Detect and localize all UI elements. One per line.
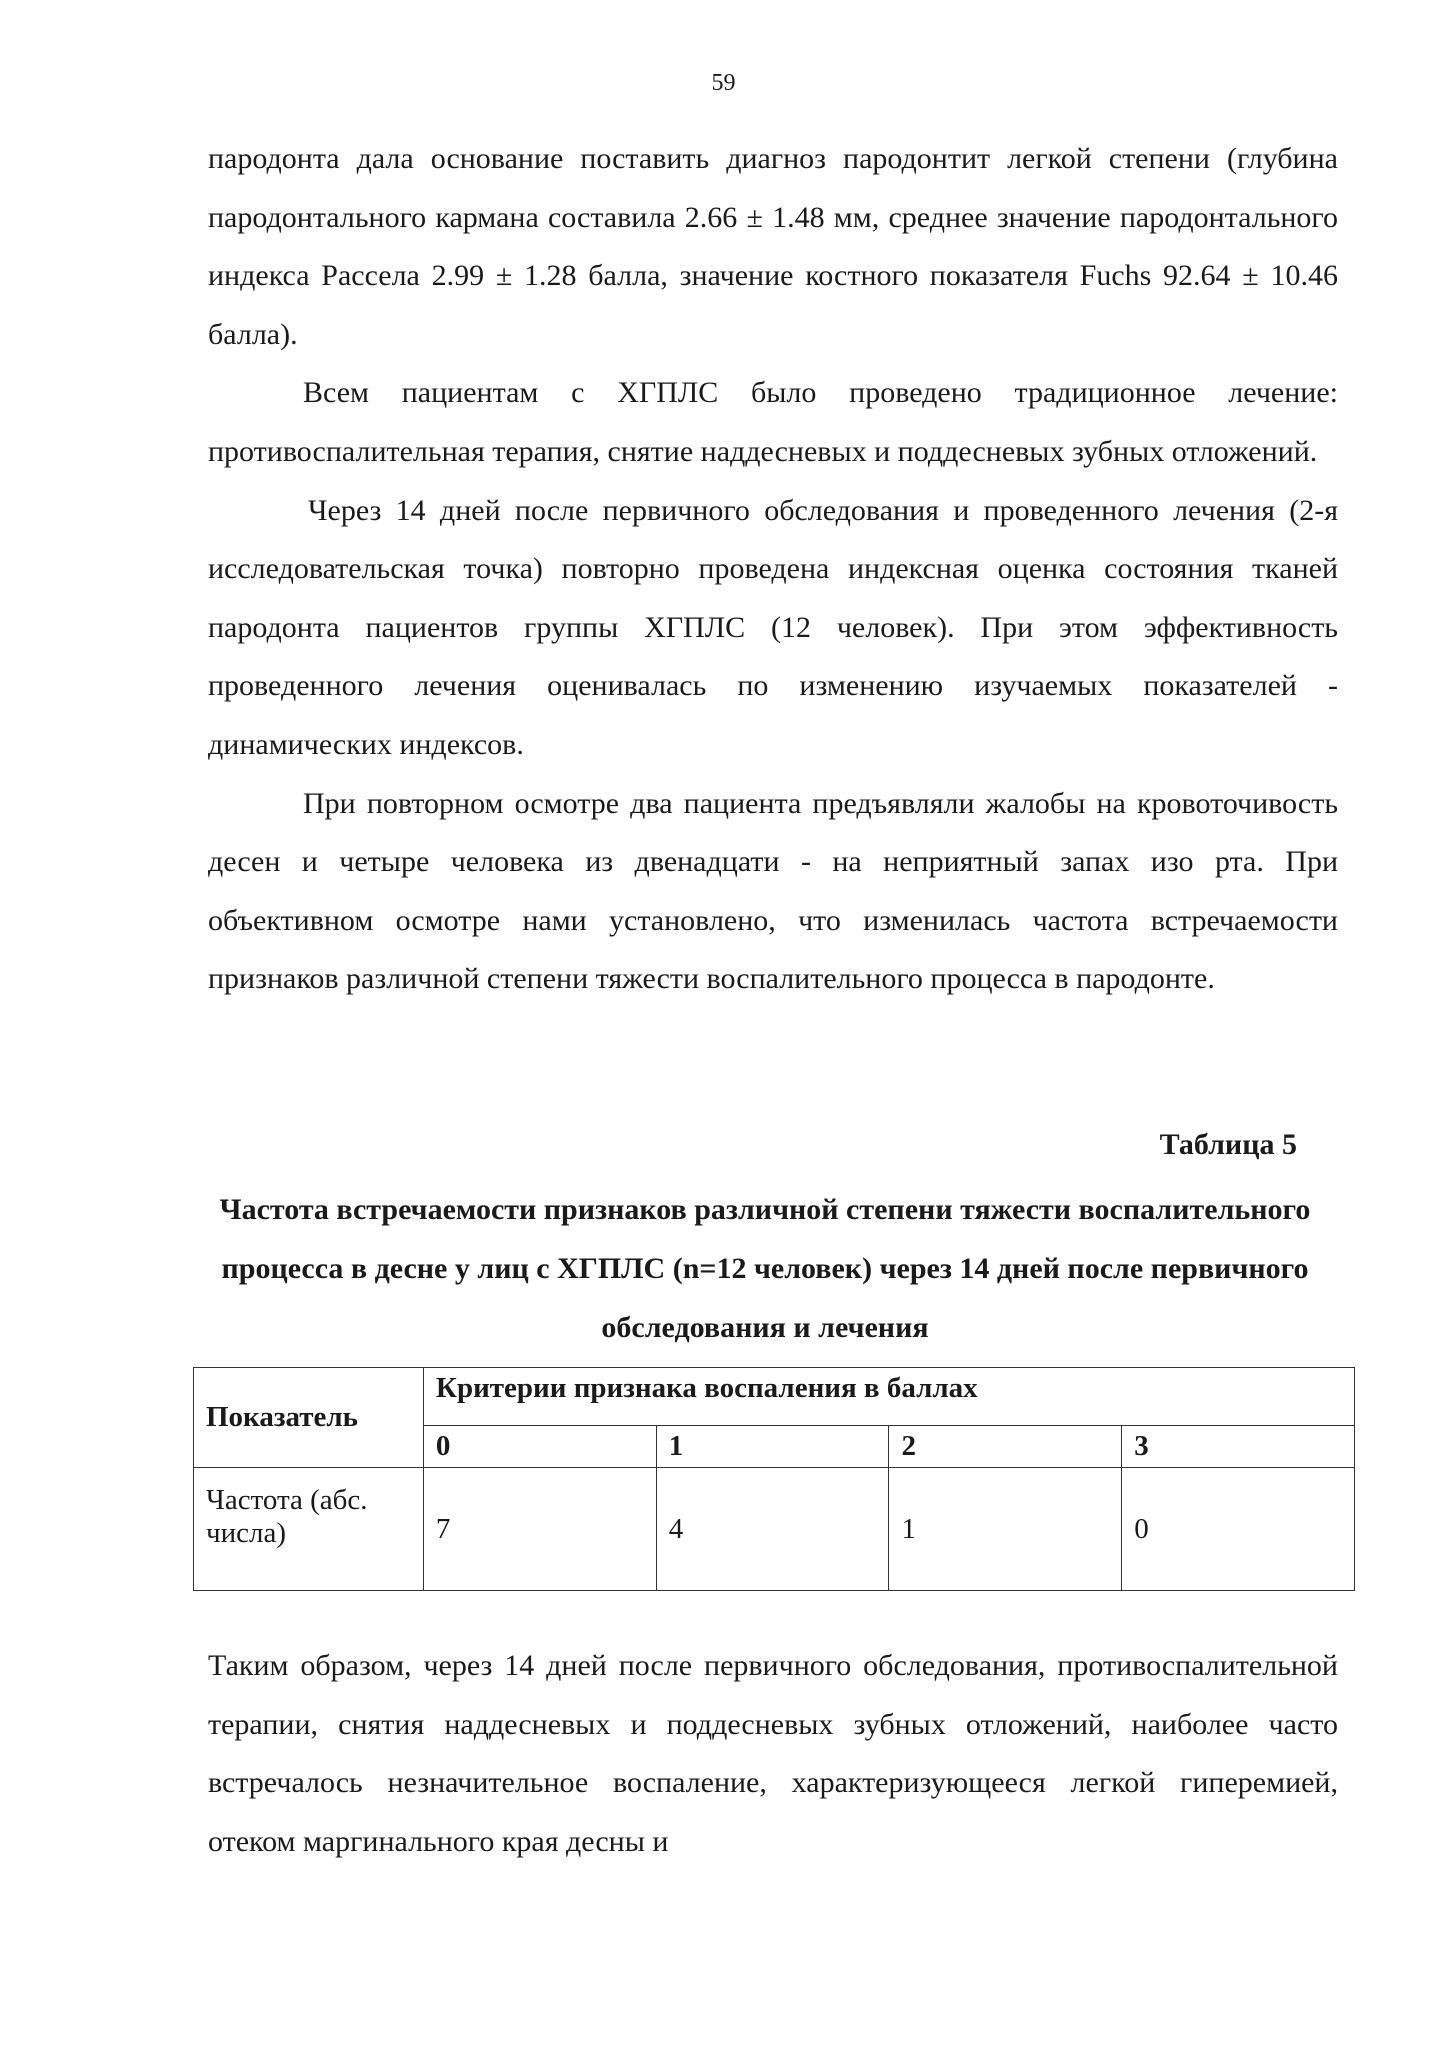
value-score-0: 7 xyxy=(423,1468,656,1591)
score-1: 1 xyxy=(656,1426,889,1468)
paragraph-3: Через 14 дней после первичного обследования и проведенного лечения (2-я исследовательская точка) повторно проведена индексная оценка состояния тканей пародонта пациентов группы ХГПЛС (12 человек). При этом эффективность проведенного лечения оценивалась по изменению изучаемых показателей - динамических индексов. xyxy=(208,493,1338,761)
paragraph-4: При повторном осмотре два пациента предъявляли жалобы на кровоточивость десен и четыре человека из двенадцати - на неприятный запах изо рта. При объективном осмотре нами установлено, что изменилась частота встречаемости признаков различной степени тяжести воспалительного процесса в пародонте. xyxy=(208,786,1338,996)
table-label: Таблица 5 xyxy=(1159,1128,1297,1161)
table-row xyxy=(194,1468,1355,1591)
paragraph-2: Всем пациентам с ХГПЛС было проведено традиционное лечение: противоспалительная терапия, снятие наддесневых и поддесневых зубных отложений. xyxy=(208,376,1338,468)
body-text xyxy=(208,130,1338,1009)
conclusion-text xyxy=(208,1637,1338,1871)
table-title: Частота встречаемости признаков различной степени тяжести воспалительного процесса в десне у лиц с ХГПЛС (n=12 человек) через 14 дней после первичного обследования и лечения xyxy=(219,1193,1311,1344)
score-2: 2 xyxy=(889,1426,1122,1468)
page-number: 59 xyxy=(711,70,736,96)
score-3: 3 xyxy=(1122,1426,1355,1468)
header-criteria: Критерии признака воспаления в баллах xyxy=(423,1368,1354,1426)
value-score-1: 4 xyxy=(656,1468,889,1591)
row-label: Частота (абс. числа) xyxy=(194,1468,424,1591)
value-score-3: 0 xyxy=(1122,1468,1355,1591)
paragraph-1: пародонта дала основание поставить диагноз пародонтит легкой степени (глубина пародонтального кармана составила 2.66 ± 1.48 мм, среднее значение пародонтального индекса Рассела 2.99 ± 1.28 балла, значение костного показателя Fuchs 92.64 ± 10.46 балла). xyxy=(208,142,1338,351)
score-0: 0 xyxy=(423,1426,656,1468)
table-header-row xyxy=(194,1368,1355,1426)
data-table xyxy=(193,1367,1355,1591)
paragraph-5: Таким образом, через 14 дней после первичного обследования, противоспалительной терапии, снятия наддесневых и поддесневых зубных отложений, наиболее часто встречалось незначительное воспаление, характеризующееся легкой гиперемией, отеком маргинального края десны и xyxy=(208,1649,1338,1858)
header-indicator: Показатель xyxy=(194,1368,424,1468)
value-score-2: 1 xyxy=(889,1468,1122,1591)
